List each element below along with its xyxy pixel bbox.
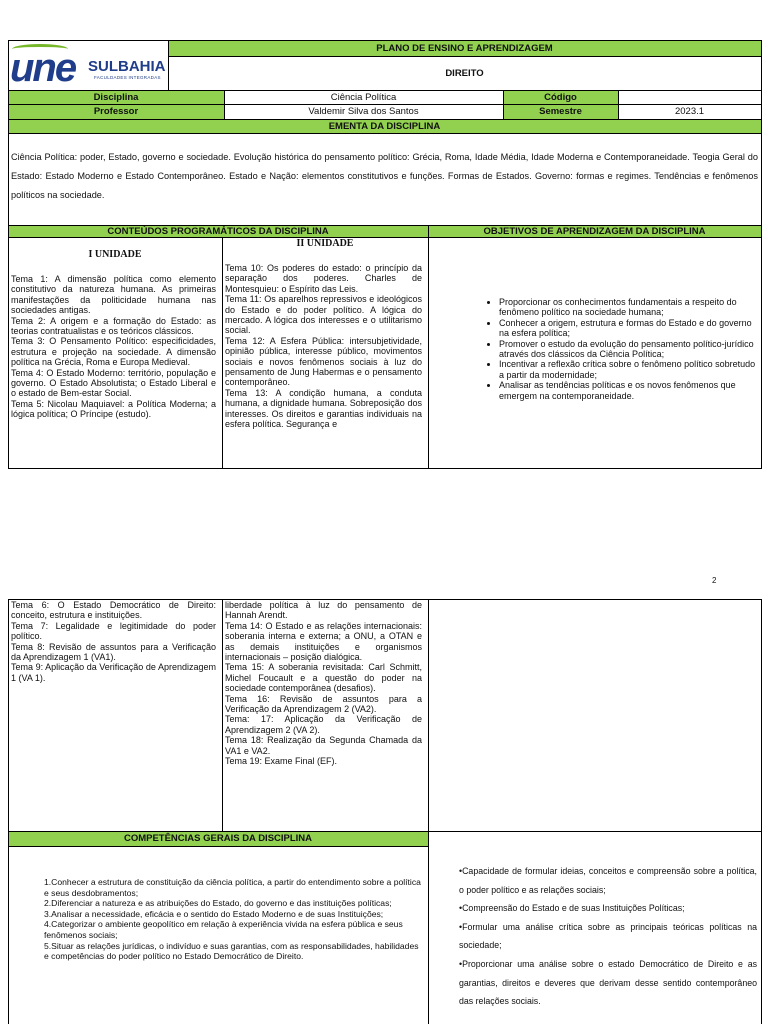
competencias-left <box>44 877 422 962</box>
course-title: DIREITO <box>445 67 484 79</box>
tema-3: Tema 3: O Pensamento Político: especificidades, estrutura e projeção na sociedade. A dimensão política na Grécia, Roma e Europa Medieval. <box>11 336 216 368</box>
objetivo-item: • Conhecer a origem, estrutura e formas do Estado e do governo na esfera política; <box>499 318 759 339</box>
unit1-page2 <box>11 600 216 683</box>
objetivo-item: • Promover o estudo da evolução do pensamento político-jurídico através dos clássicos da Ciência Política; <box>499 339 759 360</box>
tema-7: Tema 7: Legalidade e legitimidade do poder político. <box>11 620 216 642</box>
competencia-item: 1.Conhecer a estrutura de constituição da ciência política, a partir do entendimento sobre a política e seus desdobramentos; <box>44 877 421 898</box>
codigo-value <box>618 90 761 104</box>
semestre-value: 2023.1 <box>674 106 705 117</box>
competencia-item: 2.Diferenciar a natureza e as atribuições do Estado, do governo e das instituições políticas; <box>44 898 392 909</box>
logo <box>10 44 166 88</box>
objetivos-list <box>481 297 759 401</box>
tema-15: Tema 15: A soberania revisitada: Carl Schmitt, Michel Foucault e a questão do poder na sociedade contemporânea (desafios). <box>225 662 422 694</box>
logo-subtitle: FACULDADES INTEGRADAS <box>94 75 161 80</box>
tema-13-cont: liberdade política à luz do pensamento de Hannah Arendt. <box>225 600 422 621</box>
conteudos-title: CONTEÚDOS PROGRAMÁTICOS DA DISCIPLINA <box>107 225 329 237</box>
competencia-item: 3.Analisar a necessidade, eficácia e o sentido do Estado Moderno e de suas Instituições; <box>44 908 384 919</box>
tema-17: Tema: 17: Aplicação da Verificação de Aprendizagem 2 (VA 2). <box>225 714 422 735</box>
tema-1: Tema 1: A dimensão política como elemento constitutivo da natureza humana. As primeiras manifestações da politicidade humana nas sociedades antigas. <box>11 274 216 316</box>
objetivo-item: • Incentivar a reflexão crítica sobre o fenômeno político sobretudo a partir da modernidade; <box>499 359 759 380</box>
competencia-right-item: •Proporcionar uma análise sobre o estado Democrático de Direito e as garantias, direitos e deveres que derivam desse sentido contemporâneo das relações sociais. <box>459 958 757 1007</box>
tema-16: Tema 16: Revisão de assuntos para a Verificação da Aprendizagem 2 (VA2). <box>225 693 422 715</box>
competencias-title: COMPETÊNCIAS GERAIS DA DISCIPLINA <box>123 833 313 844</box>
competencia-item: 4.Categorizar o ambiente geopolítico em relação à experiência vivida na esfera pública e seus fenômenos sociais; <box>44 919 403 940</box>
tema-11: Tema 11: Os aparelhos repressivos e ideológicos do Estado e do poder político. A lógica do mercado. A lógica dos interesses e o utilitarismo social. <box>225 294 422 336</box>
tema-14: Tema 14: O Estado e as relações internacionais: soberania interna e externa; a ONU, a OTAN e as demais instituições e organismos internacionais – posição dialógica. <box>225 620 422 663</box>
tema-10: Tema 10: Os poderes do estado: o princípio da separação dos poderes. Charles de Montesquieu: o Espírito das Leis. <box>225 263 422 294</box>
tema-18: Tema 18: Realização da Segunda Chamada da VA1 e VA2. <box>225 735 422 756</box>
unit2-page1 <box>225 263 422 468</box>
tema-8: Tema 8: Revisão de assuntos para a Verificação da Aprendizagem 1 (VA1). <box>11 641 216 663</box>
tema-9: Tema 9: Aplicação da Verificação de Aprendizagem 1 (VA 1). <box>11 662 216 683</box>
tema-4: Tema 4: O Estado Moderno: território, população e governo. O Estado Absolutista; o Estado Liberal e o estado de Bem-estar Social. <box>11 367 216 399</box>
semestre-label: Semestre <box>539 106 582 117</box>
ementa-title: EMENTA DA DISCIPLINA <box>328 120 441 132</box>
page-number: 2 <box>712 576 717 585</box>
unit1-page1 <box>11 274 216 467</box>
tema-2: Tema 2: A origem e a formação do Estado: as teorias contratualistas e os teóricos clássicos. <box>11 315 216 337</box>
unit2-page2 <box>225 600 422 767</box>
objetivo-item: • Analisar as tendências políticas e os novos fenômenos que emergem na contemporaneidade. <box>499 380 759 401</box>
competencias-right <box>459 862 757 1011</box>
disciplina-label: Disciplina <box>93 91 139 103</box>
professor-label: Professor <box>93 106 139 117</box>
tema-5: Tema 5: Nicolau Maquiavel: a Política Moderna; a lógica política; O Príncipe (estudo). <box>11 398 216 420</box>
professor-value: Valdemir Silva dos Santos <box>308 106 419 117</box>
ementa-text: Ciência Política: poder, Estado, governo e sociedade. Evolução histórica do pensamento político: Grécia, Roma, Idade Média, Idade Moderna e Contemporaneidade. Teogia Geral do Estado: Estado Moderno e Estado Contemporâneo. Estado e Nação: elementos constitutivos e funções. Formas de Estados. Governo: formas e regimes. Tendências e fenômenos políticos na sociedade. <box>11 152 758 201</box>
tema-6: Tema 6: O Estado Democrático de Direito: conceito, estrutura e instituições. <box>11 600 216 621</box>
objetivo-item: • Proporcionar os conhecimentos fundamentais a respeito do fenômeno político na sociedade humana; <box>499 297 759 318</box>
tema-12: Tema 12: A Esfera Pública: intersubjetividade, opinião pública, interesse público, movimentos sociais e novos fenômenos sociais à luz do pensamento de Jung Habermas e o pensamento contemporâneo. <box>225 335 422 388</box>
competencia-item: 5.Situar as relações jurídicas, o indivíduo e suas garantias, com as responsabilidades, habilidades e competências do poder político no Estado Democrático de Direito. <box>44 940 419 962</box>
objetivos-title: OBJETIVOS DE APRENDIZAGEM DA DISCIPLINA <box>483 225 706 237</box>
competencia-right-item: •Compreensão do Estado e de suas Instituições Políticas; <box>459 903 685 914</box>
competencia-right-item: •Capacidade de formular ideias, conceitos e compreensão sobre a política, o poder político e as relações sociais; <box>459 866 757 895</box>
disciplina-value: Ciência Política <box>330 91 397 103</box>
logo-une: une <box>10 46 76 90</box>
unit2-title: II UNIDADE <box>296 238 354 249</box>
tema-13: Tema 13: A condição humana, a conduta humana, a dignidade humana. Sobreposição dos interesses. Os direitos e garantias individuais na esfera política. Segurança e <box>225 387 422 430</box>
logo-sulbahia: SULBAHIA <box>88 58 166 75</box>
unit1-title: I UNIDADE <box>88 249 142 260</box>
codigo-label: Código <box>544 91 577 103</box>
tema-19: Tema 19: Exame Final (EF). <box>225 756 338 767</box>
plan-title: PLANO DE ENSINO E APRENDIZAGEM <box>376 42 553 54</box>
competencia-right-item: •Formular uma análise crítica sobre as principais teóricas políticas na sociedade; <box>459 921 757 951</box>
